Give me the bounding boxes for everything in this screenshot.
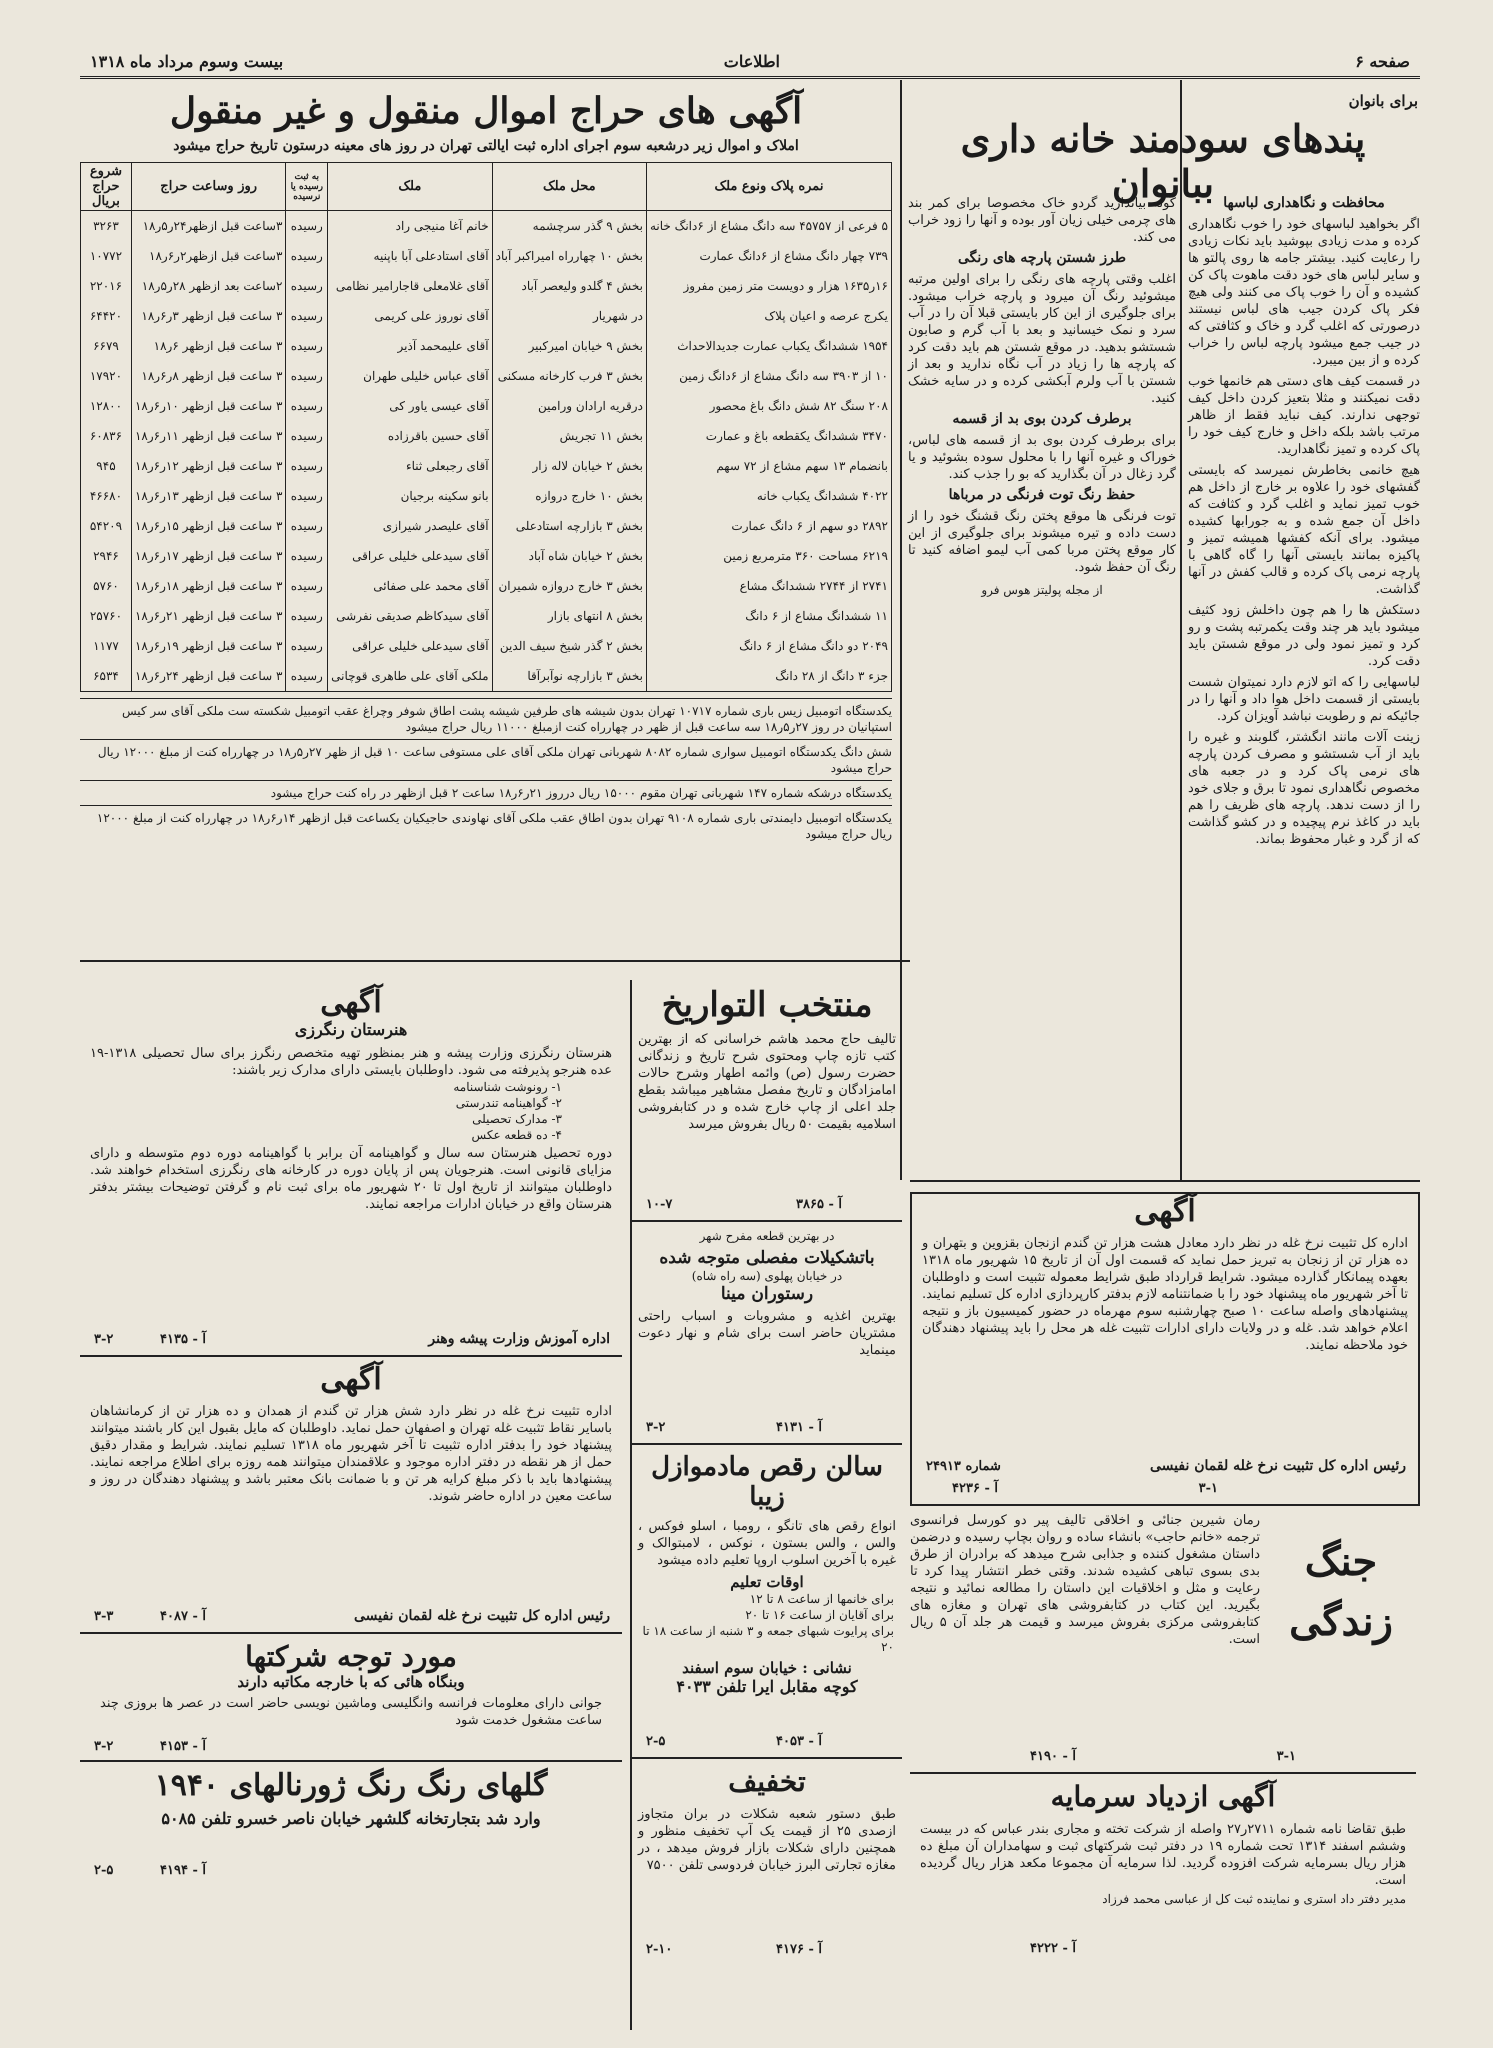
ad-code: آ - ۴۲۲۲ bbox=[1030, 1941, 1076, 1956]
table-cell: بخش ۱۰ چهارراه امیراکبر آباد bbox=[492, 241, 646, 271]
ad-heading: اوقات تعلیم bbox=[730, 1573, 804, 1591]
ad-body: دوره تحصیل هنرستان سه سال و گواهینامه آن برابر با گواهینامه دوره دوم متوسطه و دارای مزایای قانونی است. هنرجویان پس از پایان دوره در کارخانه های رنگرزی استخدام خواهند شد. داوطلبان میتوانند از تاریخ اول تا ۲۰ شهریور ماه برای ثبت نام و گرفتن توضیحات بیشتر بدفتر هنرستان واقع در خیابان ادارات مراجعه نمایند. bbox=[90, 1146, 612, 1212]
ad-title: سالن رقص مادموازل زیبا bbox=[651, 1452, 883, 1512]
ad-body: اداره کل تثبیت نرخ غله در نظر دارد معادل هشت هزار تن گندم ازنجان بقزوین و بتهران و ده هزار تن از زنجان به تبریز حمل نماید که قسمت اول آن از تاریخ ۱۵ شهریور ماه ۱۳۱۸ بعهده پیمانکار گذارده میشود. شرایط قرارداد طبق شرایط معموله تثبیت است و داوطلبان تا آخر شهریور ماه پیشنهاد خود را با ضمانتنامه لازم بدفتر کارپردازی اداره کل تسلیم نمایند. پیشنهادهای واصله ساعت ۱۰ صبح چهارشنبه سوم مهرماه در حضور کمیسیون باز و نتیجه اعلام خواهد شد. غله و در ولایات دارای ادارات تثبیت غله هر محل را باید پیشنهاد دهندگان خود ملاحظه نمایند. bbox=[922, 1236, 1408, 1353]
table-cell: بخش ۳ بازارچه نوآبرآقا bbox=[492, 661, 646, 692]
ad-code: آ - ۴۰۸۷ bbox=[160, 1609, 206, 1624]
table-cell: رسیده bbox=[286, 571, 328, 601]
ad-title: گلهای رنگ رنگ ژورنالهای ۱۹۴۰ bbox=[154, 1768, 548, 1803]
table-cell: بخش ۳ خارج دروازه شمیران bbox=[492, 571, 646, 601]
table-row bbox=[81, 571, 892, 601]
newspaper-name: اطلاعات bbox=[723, 52, 780, 71]
table-cell: رسیده bbox=[286, 451, 328, 481]
restaurant-ad bbox=[632, 1228, 902, 1445]
ad-code: ۳-۲ bbox=[646, 1420, 666, 1435]
table-cell: ۳ ساعت قبل ازظهر ۱۵ر۶ر۱۸ bbox=[131, 511, 285, 541]
ad-title: باتشکیلات مفصلی متوجه شده bbox=[659, 1248, 875, 1268]
table-cell: رسیده bbox=[286, 601, 328, 631]
table-cell: رسیده bbox=[286, 241, 328, 271]
table-cell: بانضمام ۱۳ سهم مشاع از ۷۲ سهم bbox=[646, 451, 891, 481]
table-cell: ۶۲۱۹ مساحت ۳۶۰ مترمربع زمین bbox=[646, 541, 891, 571]
ad-subtitle: هنرستان رنگرزی bbox=[294, 1020, 408, 1039]
women-column-right bbox=[1188, 195, 1420, 1175]
women-column-left bbox=[908, 195, 1176, 1175]
article-title: پندهای سودمند خانه داری ببانوان bbox=[960, 116, 1366, 206]
table-cell: ۲ساعت بعد ازظهر ۲۸ر۵ر۱۸ bbox=[131, 271, 285, 301]
table-cell: ۳ ساعت قبل ازظهر ۳ر۶ر۱۸ bbox=[131, 301, 285, 331]
table-cell: ۲۰۴۹ دو دانگ مشاع از ۶ دانگ bbox=[646, 631, 891, 661]
table-cell: بانو سکینه برجیان bbox=[328, 481, 492, 511]
table-cell: در شهریار bbox=[492, 301, 646, 331]
ad-line: برای آقایان از ساعت ۱۶ تا ۲۰ bbox=[745, 1608, 894, 1622]
ad-signature: رئیس اداره کل تثبیت نرخ غله لقمان نفیسی bbox=[1149, 1458, 1406, 1474]
ad-code: ۲-۱۰ bbox=[646, 1942, 673, 1957]
article-kicker: برای بانوان bbox=[1348, 92, 1418, 110]
table-row bbox=[81, 661, 892, 692]
table-cell: آقای سیدکاظم صدیقی نفرشی bbox=[328, 601, 492, 631]
ad-title: آگهی bbox=[320, 1362, 382, 1397]
table-row bbox=[81, 451, 892, 481]
ad-body: جوانی دارای معلومات فرانسه وانگلیسی وماشین نویسی حاضر است در عصر ها بروزی چند ساعت مشغول خدمت شود bbox=[100, 1696, 602, 1728]
table-cell: ۶۵۳۴ bbox=[81, 661, 132, 692]
table-cell: ملکی آقای علی طاهری قوچانی bbox=[328, 661, 492, 692]
table-cell: ۳ ساعت قبل ازظهر ۱۷ر۶ر۱۸ bbox=[131, 541, 285, 571]
ad-address: کوچه مقابل ایرا تلفن ۴۰۳۳ bbox=[676, 1677, 858, 1696]
table-cell: بخش ۱۰ خارج دروازه bbox=[492, 481, 646, 511]
table-row bbox=[81, 301, 892, 331]
table-cell: رسیده bbox=[286, 661, 328, 692]
table-cell: ۱۲۸۰۰ bbox=[81, 391, 132, 421]
ad-code: ۳-۱ bbox=[1276, 1749, 1296, 1764]
table-cell: رسیده bbox=[286, 421, 328, 451]
ad-code: آ - ۴۱۹۰ bbox=[1030, 1749, 1076, 1764]
table-row bbox=[81, 631, 892, 661]
table-cell: ۳ساعت قبل ازظهر۲ر۶ر۱۸ bbox=[131, 241, 285, 271]
table-cell: ۱۶ر۱۶۳۵ هزار و دویست متر زمین مفروز bbox=[646, 271, 891, 301]
ad-code: آ - ۴۱۷۶ bbox=[776, 1942, 822, 1957]
table-cell: بخش ۱۱ تجریش bbox=[492, 421, 646, 451]
table-cell: ۲۹۴۶ bbox=[81, 541, 132, 571]
auction-title: آگهی های حراج اموال منقول و غیر منقول bbox=[169, 90, 803, 132]
col-header-price: شروع حراج بریال bbox=[81, 163, 132, 211]
ad-line: برای خانمها از ساعت ۸ تا ۱۲ bbox=[749, 1592, 894, 1606]
table-cell: رسیده bbox=[286, 541, 328, 571]
ad-subtitle: وبنگاه هائی که با خارجه مکاتبه دارند bbox=[237, 1673, 465, 1691]
table-cell: ۳ ساعت قبل ازظهر ۲۱ر۶ر۱۸ bbox=[131, 601, 285, 631]
table-cell: ۶۰۸۳۶ bbox=[81, 421, 132, 451]
table-cell: ۶۶۷۹ bbox=[81, 331, 132, 361]
paragraph: کونه بیاندازید گردو خاک مخصوصا برای کمر بند های چرمی خیلی زیان آور بوده و آنها را زود خراب می کند. bbox=[908, 196, 1176, 245]
table-cell: ۲۷۴۱ از ۲۷۴۴ ششدانگ مشاع bbox=[646, 571, 891, 601]
paragraph: هیچ خانمی بخاطرش نمیرسد که بایستی گفشهای خود را علاوه بر خارج از داخل هم خوب تمیز نماید و اغلب گرد و کثافت که داخل آن جمع شده و به جورابها کشیده میشود. برای آنکه کفشها همیشه تمیز و پاکیزه بمانند بایستی آنها را گاه گاهی با پارچه نرمی پاک کرده و قالب کفش در آنها گذاشت. bbox=[1188, 463, 1420, 597]
ad-line: در خیابان پهلوی (سه راه شاه) bbox=[691, 1269, 843, 1283]
col-header-plate: نمره پلاک ونوع ملک bbox=[646, 163, 891, 211]
ad-body: طبق دستور شعبه شکلات در بران متجاوز ازصدی ۲۵ از قیمت یک آپ تخفیف منظور و همچنین دارای شکلات بازار فروش میدهد ، در مغازه تجارتی البرز خیابان فردوسی تلفن ۷۵۰۰ bbox=[638, 1807, 897, 1873]
table-cell: ۶۴۴۲۰ bbox=[81, 301, 132, 331]
table-row bbox=[81, 541, 892, 571]
table-cell: ۳ ساعت قبل ازظهر ۸ر۶ر۱۸ bbox=[131, 361, 285, 391]
page-number: صفحه ۶ bbox=[1355, 52, 1410, 71]
ad-code: ۲-۵ bbox=[94, 1863, 114, 1878]
ad-code: ۲-۵ bbox=[646, 1734, 666, 1749]
table-cell: درقریه ارادان ورامین bbox=[492, 391, 646, 421]
col-header-location: محل ملک bbox=[492, 163, 646, 211]
table-cell: ۱۱ ششدانگ مشاع از ۶ دانگ bbox=[646, 601, 891, 631]
table-cell: ۲۵۷۶۰ bbox=[81, 601, 132, 631]
table-cell: بخش ۸ انتهای بازار bbox=[492, 601, 646, 631]
ad-body: بهترین اغذیه و مشروبات و اسباب راحتی مشتریان حاضر است برای شام و نهار دعوت مینماید bbox=[638, 1309, 896, 1358]
novel-ad bbox=[910, 1512, 1416, 1774]
table-row bbox=[81, 241, 892, 271]
ad-title: تخفیف bbox=[728, 1765, 806, 1798]
ad-body: تالیف حاج محمد هاشم خراسانی که از بهترین کتب تازه چاپ ومحتوی شرح تاریخ و زندگانی حضرت رسول (ص) وائمه اطهار وشرح حالات امامزادگان و تاریخ مفصل مشاهیر میباشد بقطع جلد اعلی از چاپ خارج شده و در کتابفروشی اسلامیه بقیمت ۵۰ ریال بفروش میرسد bbox=[638, 1032, 896, 1132]
ad-lead: در بهترین قطعه مفرح شهر bbox=[699, 1229, 835, 1243]
ad-brand: رستوران مینا bbox=[720, 1284, 814, 1304]
table-cell: ۳ ساعت قبل ازظهر ۱۸ر۶ر۱۸ bbox=[131, 571, 285, 601]
table-cell: ۱۷۹۲۰ bbox=[81, 361, 132, 391]
table-cell: ۳ ساعت قبل ازظهر ۱۰ر۶ر۱۸ bbox=[131, 391, 285, 421]
table-cell: رسیده bbox=[286, 361, 328, 391]
ad-code: آ - ۴۱۹۴ bbox=[160, 1863, 206, 1878]
table-cell: ۵۷۶۰ bbox=[81, 571, 132, 601]
table-cell: ۳۲۶۳ bbox=[81, 211, 132, 242]
ad-code: ۳-۲ bbox=[94, 1739, 114, 1754]
col-header-owner: ملک bbox=[328, 163, 492, 211]
auction-note: یکدستگاه اتومبیل زیس باری شماره ۱۰۷۱۷ تهران بدون شیشه های طرفین شیشه پشت اطاق شوفر وچراغ عقب اتومبیل شکسته ست ملکی آقای سر کیس استپانیان در روز ۲۷ر۵ر۱۸ سه ساعت قبل از ظهر در چهارراه کنت ازمبلغ ۱۱۰۰۰ ریال حراج میشود bbox=[80, 698, 892, 735]
auction-note: شش دانگ یکدستگاه اتومبیل سواری شماره ۸۰۸۲ شهربانی تهران ملکی آقای علی مستوفی ساعت ۱۰ قبل از ظهر ۲۷ر۵ر۱۸ در چهارراه کنت از مبلغ ۱۲۰۰۰ ریال حراج میشود bbox=[80, 739, 892, 776]
table-cell: ۱۱۷۷ bbox=[81, 631, 132, 661]
paragraph: برای برطرف کردن بوی بد از قسمه های لباس، خوراک و غیره آنها را با محلول سوده بشوئید و یا گرد زغال در آن بگذارید که بو را جذب کند. bbox=[908, 433, 1176, 482]
paragraph: توت فرنگی ها موقع پختن رنگ قشنگ خود را از دست داده و تیره میشوند برای جلوگیری از این کار موقع پختن مربا کمی آب لیمو اضافه کنید تا رنگ آن حفظ شود. bbox=[908, 509, 1176, 575]
section-rule bbox=[80, 960, 910, 962]
table-cell: ۴۰۲۲ ششدانگ یکباب خانه bbox=[646, 481, 891, 511]
paragraph: لباسهایی را که اتو لازم دارد نمیتوان شست بایستی از قسمت داخل هوا داد و آنها را در جائیکه نم و رطوبت نباشد آویزان کرد. bbox=[1188, 675, 1420, 724]
ad-title: منتخب التواریخ bbox=[661, 985, 873, 1025]
section-rule bbox=[910, 1180, 1420, 1182]
table-cell: بخش ۳ فرب کارخانه مسکنی bbox=[492, 361, 646, 391]
dance-ad bbox=[632, 1452, 902, 1759]
table-cell: ۳ ساعت قبل ازظهر ۲۴ر۶ر۱۸ bbox=[131, 661, 285, 692]
ad-title: آگهی bbox=[320, 985, 382, 1020]
ad-code: آ - ۴۰۵۳ bbox=[776, 1734, 822, 1749]
table-cell: ۲۸۹۲ دو سهم از ۶ دانگ عمارت bbox=[646, 511, 891, 541]
ad-code: ۳-۱ bbox=[1198, 1481, 1218, 1496]
ad-title: آگهی bbox=[1134, 1194, 1196, 1229]
grain-transport-ad bbox=[80, 1362, 622, 1634]
table-cell: ۵ فرعی از ۴۵۷۵۷ سه دانگ مشاع از ۶دانگ خانه bbox=[646, 211, 891, 242]
table-cell: رسیده bbox=[286, 511, 328, 541]
table-cell: ۳ساعت قبل ازظهر۲۴ر۵ر۱۸ bbox=[131, 211, 285, 242]
ad-code: آ - ۴۱۳۱ bbox=[776, 1420, 822, 1435]
ad-body: هنرستان رنگرزی وزارت پیشه و هنر بمنظور تهیه متخصص رنگرز برای سال تحصیلی ۱۳۱۸-۱۹ عده هنرجو پذیرفته می شود. داوطلبان بایستی دارای مدارک زیر باشند: bbox=[90, 1046, 612, 1078]
table-cell: جزء ۳ دانگ از ۲۸ دانگ bbox=[646, 661, 891, 692]
page-header bbox=[80, 48, 1420, 79]
table-cell: بخش ۹ خیابان امیرکبیر bbox=[492, 331, 646, 361]
table-cell: آقای محمد علی صفائی bbox=[328, 571, 492, 601]
auction-notice bbox=[80, 90, 892, 950]
table-cell: رسیده bbox=[286, 211, 328, 242]
table-cell: ۳ ساعت قبل ازظهر ۱۲ر۶ر۱۸ bbox=[131, 451, 285, 481]
table-cell: رسیده bbox=[286, 331, 328, 361]
ad-code: آ - ۴۲۳۶ bbox=[952, 1481, 998, 1496]
table-row bbox=[81, 391, 892, 421]
table-cell: آقای عیسی یاور کی bbox=[328, 391, 492, 421]
ad-title: جنگ زندگی bbox=[1289, 1538, 1393, 1645]
table-cell: خانم آغا منیجی راد bbox=[328, 211, 492, 242]
col-header-date: روز وساعت حراج bbox=[131, 163, 285, 211]
table-cell: بخش ۴ گلدو ولیعصر آباد bbox=[492, 271, 646, 301]
grain-notice-ad bbox=[910, 1192, 1420, 1506]
table-cell: ۲۰۸ سنگ ۸۲ شش دانگ باغ محصور bbox=[646, 391, 891, 421]
table-row bbox=[81, 331, 892, 361]
ad-code: ۳-۲ bbox=[94, 1332, 114, 1347]
ad-code: آ - ۴۱۳۵ bbox=[160, 1332, 206, 1347]
paragraph: در قسمت کیف های دستی هم خانمها خوب دقت نمیکنند و مثلا بتعیز کردن داخل کیف توجهی ندارند. کیف نباید فقط از ظاهر مرتب باشد بلکه داخل و خارج کیف خود را پاک کرده و تمیز نگاهدارید. bbox=[1188, 374, 1420, 457]
table-cell: بخش ۲ گذر شیخ سیف الدین bbox=[492, 631, 646, 661]
table-row bbox=[81, 361, 892, 391]
auction-note: یکدستگاه درشکه شماره ۱۴۷ شهربانی تهران مقوم ۱۵۰۰۰ ریال درروز ۲۱ر۶ر۱۸ ساعت ۲ قبل ازظهر در راه کنت حراج میشود bbox=[80, 780, 892, 801]
flowers-ad bbox=[80, 1768, 622, 1948]
table-cell: رسیده bbox=[286, 271, 328, 301]
capital-increase-ad bbox=[910, 1780, 1416, 1960]
section-heading: طرز شستن پارچه های رنگی bbox=[958, 250, 1126, 266]
art-school-ad bbox=[80, 985, 622, 1357]
table-cell: آقای حسین باقرزاده bbox=[328, 421, 492, 451]
table-cell: ۵۴۲۰۹ bbox=[81, 511, 132, 541]
ad-item: ۳- مدارک تحصیلی bbox=[472, 1112, 562, 1126]
article-source: از مجله پولیتز هوس فرو bbox=[981, 583, 1103, 597]
ad-body: طبق تقاضا نامه شماره ۲۷۱۱ر۲۷ واصله از شرکت تخته و مجاری بندر عباس که در بیست وششم اسفند ۱۳۱۴ تحت شماره ۱۹ در دفتر ثبت شرکتهای ثبت و سهامداران آن مبلغ ده هزار ریال بسرمایه شرکت افزوده گردید. لذا سرمایه آن مجموعا مکعد هزار ریال گردیده است. bbox=[920, 1822, 1407, 1888]
table-cell: ۳ ساعت قبل ازظهر ۶ر۱۸ bbox=[131, 331, 285, 361]
ad-item: ۱- رونوشت شناسنامه bbox=[453, 1080, 562, 1094]
table-cell: ۱۹۵۴ ششدانگ یکباب عمارت جدیدالاحداث bbox=[646, 331, 891, 361]
ad-code: ۱۰-۷ bbox=[646, 1197, 673, 1212]
table-cell: آقای استادعلی آبا باپنیه bbox=[328, 241, 492, 271]
issue-date: بیست وسوم مرداد ماه ۱۳۱۸ bbox=[90, 52, 284, 71]
section-heading: برطرف کردن بوی بد از قسمه bbox=[952, 411, 1132, 427]
table-row bbox=[81, 271, 892, 301]
table-cell: آقای نوروز علی کریمی bbox=[328, 301, 492, 331]
table-cell: ۳ ساعت قبل ازظهر ۱۳ر۶ر۱۸ bbox=[131, 481, 285, 511]
table-row bbox=[81, 601, 892, 631]
table-cell: ۱۰ از ۳۹۰۳ سه دانگ مشاع از ۶دانگ زمین bbox=[646, 361, 891, 391]
table-cell: آقای رجبعلی ثناء bbox=[328, 451, 492, 481]
auction-note: یکدستگاه اتومبیل دایمندتی باری شماره ۹۱۰۸ تهران بدون اطاق عقب ملکی آقای نهاوندی حاجیکیان یکساعت قبل ازظهر ۱۴ر۶ر۱۸ در چهارراه کنت از مبلغ ۱۲۰۰۰ ریال حراج میشود bbox=[80, 805, 892, 842]
ad-item: ۲- گواهینامه تندرستی bbox=[455, 1096, 562, 1110]
ad-code: ۳-۳ bbox=[94, 1609, 114, 1624]
table-row bbox=[81, 481, 892, 511]
paragraph: اگر بخواهید لباسهای خود را خوب نگاهداری کرده و مدت زیادی بپوشید باید نکات زیادی را رعایت کنید. بیشتر جامه ها روی پالتو ها و سایر لباس های خود دقت ماهوت پاک کن کشیده و آن را خوب پاک می کنند ولی هیچ فکر پاک کردن جیب های لباس نیستند درصورتی که اغلب گرد و خاک و کثافتی که در جیب جمع میشود پارچه لباس را خراب کرده و از بین میبرد. bbox=[1188, 217, 1420, 368]
ad-body: انواع رقص های تانگو ، رومبا ، اسلو فوکس ، والس ، والس بستون ، نوکس ، لامبتوالک و غیره با آخرین اسلوب اروپا تعلیم داده میشود bbox=[638, 1519, 896, 1568]
table-cell: ۳ ساعت قبل ازظهر ۱۱ر۶ر۱۸ bbox=[131, 421, 285, 451]
table-cell: ۳۴۷۰ ششدانگ یکقطعه باغ و عمارت bbox=[646, 421, 891, 451]
table-cell: بخش ۲ خیابان لاله زار bbox=[492, 451, 646, 481]
ad-signature: مدیر دفتر داد استری و نماینده ثبت کل از عباسی محمد فرزاد bbox=[1102, 1892, 1406, 1906]
table-cell: ۷۳۹ چهار دانگ مشاع از ۶دانگ عمارت bbox=[646, 241, 891, 271]
section-heading: حفظ رنگ توت فرنگی در مرباها bbox=[948, 487, 1136, 503]
ad-signature: اداره آموزش وزارت پیشه وهنر bbox=[428, 1331, 610, 1347]
ad-item: ۴- ده قطعه عکس bbox=[471, 1128, 562, 1142]
ad-code: آ - ۴۱۵۳ bbox=[160, 1739, 206, 1754]
table-cell: یکرج عرصه و اعیان پلاک bbox=[646, 301, 891, 331]
table-cell: رسیده bbox=[286, 631, 328, 661]
ad-body: رمان شیرین جنائی و اخلاقی تالیف پیر دو کورسل فرانسوی ترجمه «خانم حاجب» بانشاء ساده و روان بچاپ رسیده و درضمن داستان مشغول کننده و جذابی شرح میدهد که برادران از طرق بدی بسوی تباهی کشیده شدند. وقتی خطر انتشار پیدا کرد تا رعایت و مثل و اخلاقیات این داستان را مطالعه نمائید و نتیجه بگیرید. این کتاب در کتابفروشی های تهران و مغازه های کتابفروشی مرکزی بفروش میرسد و قیمت هر جلد آن ۵ ریال است. bbox=[910, 1513, 1260, 1647]
table-cell: ۹۴۵ bbox=[81, 451, 132, 481]
auction-table bbox=[80, 162, 892, 692]
ad-code: آ - ۳۸۶۵ bbox=[796, 1197, 842, 1212]
table-row bbox=[81, 511, 892, 541]
paragraph: زینت آلات مانند انگشتر، گلوبند و غیره را باید از آب شستشو و مصرف کردن پارچه های نرمی پاک کرد و در جعبه های مخصوص نگاهداری نمود تا برق و جلای خود را از دست ندهد. پارچه های ظریف را هم باید در کاغذ نرم پیچیده و در کشو گذاشت که از گرد و غبار محفوظ بماند. bbox=[1188, 730, 1420, 847]
table-cell: رسیده bbox=[286, 481, 328, 511]
column-rule bbox=[1180, 80, 1182, 1180]
table-cell: آقای عباس خلیلی طهران bbox=[328, 361, 492, 391]
paragraph: دستکش ها را هم چون داخلش زود کثیف میشود باید هر چند وقت یکمرتبه پشت و رو کرد و تمیز نمود ولی در موقع شستن باید دقت کرد. bbox=[1188, 603, 1420, 669]
table-cell: ۱۰۷۷۲ bbox=[81, 241, 132, 271]
paragraph: اغلب وقتی پارچه های رنگی را برای اولین مرتبه میشوئید رنگ آن میرود و پارچه خراب میشود. برای جلوگیری از این کار بایستی قبلا آن را در آب سرد و نمک خیسانید و بعد با آب گرم و صابون شستشو بدهید. در موقع شستن هم باید دقت کرد که پارچه ها را زیاد در آب نگاه ندارید و بعد از شستن با آب ولرم آبکشی کرده و در سایه خشک کنید. bbox=[908, 272, 1176, 406]
table-cell: رسیده bbox=[286, 391, 328, 421]
ad-title: آگهی ازدیاد سرمایه bbox=[1050, 1780, 1276, 1813]
table-cell: آقای سیدعلی خلیلی عراقی bbox=[328, 631, 492, 661]
table-cell: رسیده bbox=[286, 301, 328, 331]
table-cell: آقای سیدعلی خلیلی عراقی bbox=[328, 541, 492, 571]
ad-body: وارد شد بتجارتخانه گلشهر خیابان ناصر خسرو تلفن ۵۰۸۵ bbox=[161, 1809, 541, 1828]
table-row bbox=[81, 421, 892, 451]
table-cell: بخش ۳ بازارچه استادعلی bbox=[492, 511, 646, 541]
section-heading: محافظت و نگاهداری لباسها bbox=[1223, 195, 1385, 211]
table-cell: ۲۲۰۱۶ bbox=[81, 271, 132, 301]
col-header-registered: به ثبت رسیده یا نرسیده bbox=[286, 163, 328, 211]
auction-subtitle: املاک و اموال زیر درشعبه سوم اجرای اداره ثبت ایالتی تهران در روز های معینه درستون تاریخ حراج میشود bbox=[173, 138, 799, 154]
table-cell: آقای غلامعلی قاجارامیر نظامی bbox=[328, 271, 492, 301]
table-header-row bbox=[81, 163, 892, 211]
ad-title: مورد توجه شرکتها bbox=[245, 1640, 457, 1673]
ad-number: شماره ۲۴۹۱۳ bbox=[926, 1459, 1001, 1474]
discount-ad bbox=[632, 1765, 902, 1965]
table-row bbox=[81, 211, 892, 242]
ad-address: نشانی : خیابان سوم اسفند bbox=[682, 1659, 852, 1677]
ad-body: اداره تثبیت نرخ غله در نظر دارد شش هزار تن گندم از همدان و ده هزار تن از کرمانشاهان باسایر نقاط تثبیت غله تهران و اصفهان حمل نماید. داوطلبان که مایل بقبول این کار باشند میتوانند پیشنهاد خود را بدفتر اداره تثبیت تا آخر شهریور ماه ۱۳۱۸ تسلیم نمایند. شرایط و مقدار دقیق حمل از هر نقطه در دفتر اداره موجود و علاقمندان میتوانند همه روزه برای اطلاع مراجعه نمایند. پیشنهادها باید با ذکر مبلغ کرایه هر تن و با ضمانت بانک معتبر باشد و پیشنهاد دهندگان در روز و ساعت معین در اداره حاضر شوند. bbox=[90, 1404, 612, 1504]
ad-line: برای پرایوت شبهای جمعه و ۳ شنبه از ساعت ۱۸ تا ۲۰ bbox=[642, 1624, 894, 1654]
table-cell: آقای علیمحمد آذیر bbox=[328, 331, 492, 361]
company-ad bbox=[80, 1640, 622, 1762]
table-cell: بخش ۹ گذر سرچشمه bbox=[492, 211, 646, 242]
table-cell: آقای علیصدر شیرازی bbox=[328, 511, 492, 541]
table-cell: ۴۶۶۸۰ bbox=[81, 481, 132, 511]
table-cell: ۳ ساعت قبل ازظهر ۱۹ر۶ر۱۸ bbox=[131, 631, 285, 661]
tarikh-ad bbox=[632, 985, 902, 1222]
ad-signature: رئیس اداره کل تثبیت نرخ غله لقمان نفیسی bbox=[353, 1608, 610, 1624]
auction-rows bbox=[81, 211, 892, 692]
table-cell: بخش ۲ خیابان شاه آباد bbox=[492, 541, 646, 571]
